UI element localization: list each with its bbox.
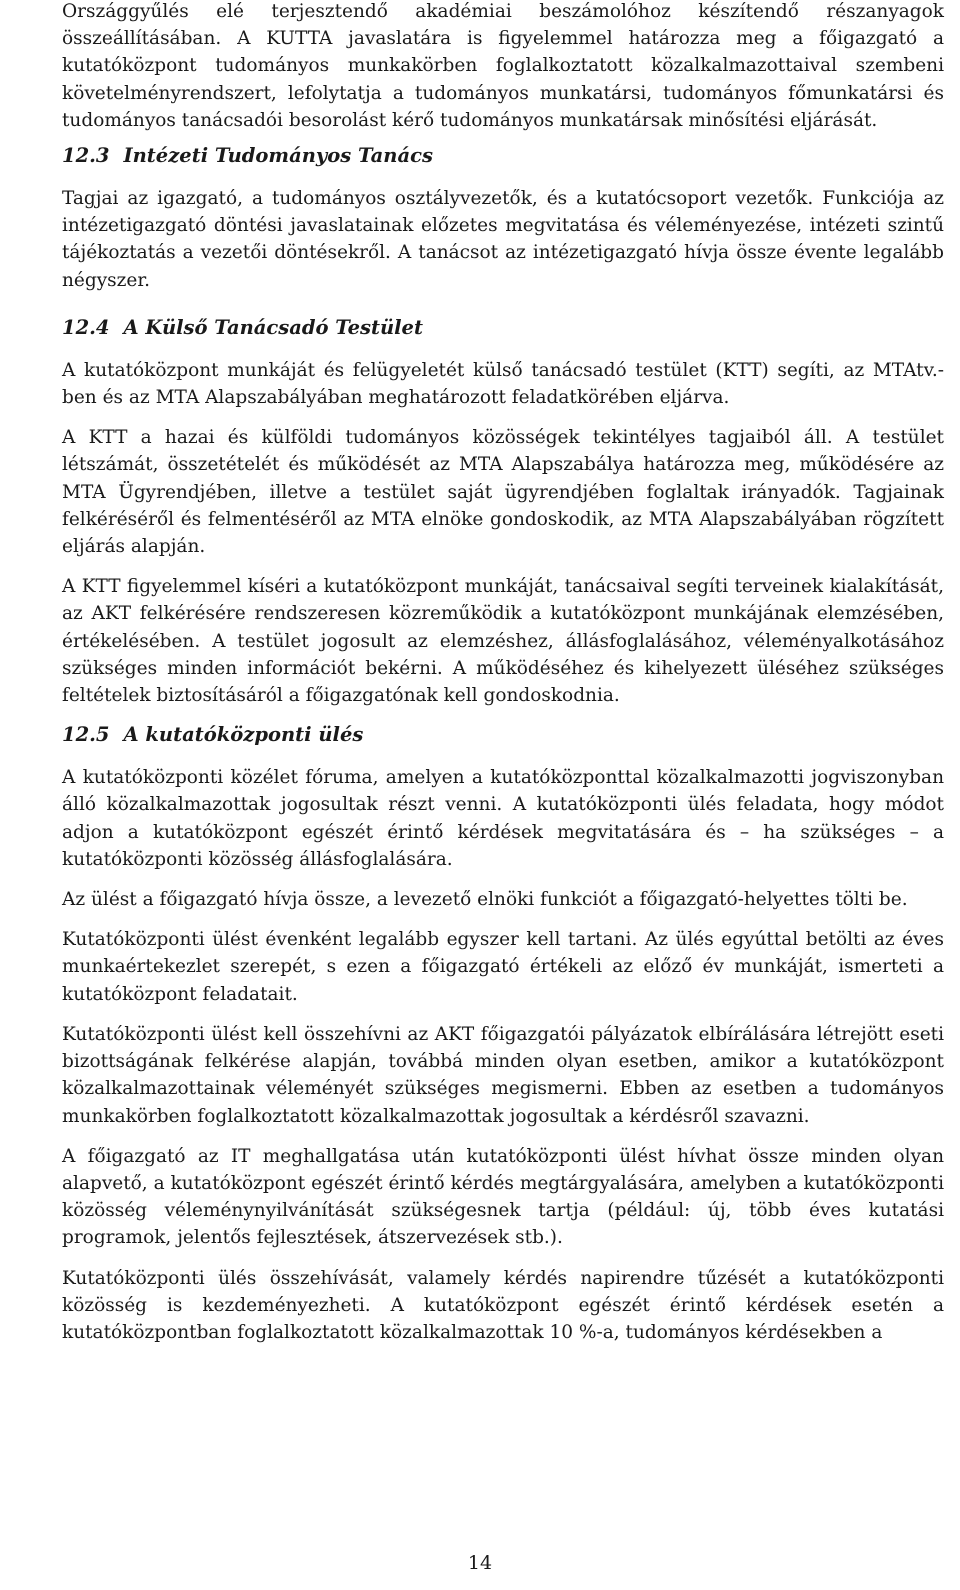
document-page (62, 0, 944, 1346)
section-heading-12-3 (62, 142, 944, 170)
section-paragraph: Tagjai az igazgató, a tudományos osztályvezetők, és a kutatócsoport vezetők. Funkciója az intézetigazgató döntési javaslatainak előzetes megvitatása és véleményezése, intézeti szintű tájékoztatás a vezetői döntésekről. A tanácsot az intézetigazgató hívja össze évente legalább négyszer. (62, 188, 944, 291)
section-number: 12.5 (62, 723, 110, 747)
section-paragraph: A kutatóközpont munkáját és felügyeletét külső tanácsadó testület (KTT) segíti, az MTAtv.-ben és az MTA Alapszabályában meghatározott feladatkörében eljárva. (62, 359, 944, 409)
section-number: 12.4 (62, 315, 110, 339)
section-paragraph: A KTT a hazai és külföldi tudományos közösségek tekintélyes tagjaiból áll. A testület létszámát, összetételét és működését az MTA Alapszabálya határozza meg, működésére az MTA Ügyrendjében, illetve a testület saját ügyrendjében foglaltak irányadók. Tagjainak felkéréséről és felmentéséről az MTA elnöke gondoskodik, az MTA Alapszabályában rögzített eljárás alapján. (62, 427, 944, 558)
section-paragraph: A kutatóközponti közélet fóruma, amelyen a kutatóközponttal közalkalmazotti jogviszonyban álló közalkalmazottak jogosultak részt venni. A kutatóközponti ülés feladata, hogy módot adjon a kutatóközpont egészét érintő kérdések megvitatására és – ha szükséges – a kutatóközponti közösség állásfoglalására. (62, 767, 944, 870)
section-paragraph: Kutatóközponti ülést kell összehívni az AKT főigazgatói pályázatok elbírálására létrejött eseti bizottságának felkérése alapján, továbbá minden olyan esetben, amikor a kutatóközpont közalkalmazottainak véleményét szükséges megismerni. Ebben az esetben a tudományos munkakörben foglalkoztatott közalkalmazottak jogosultak a kérdésről szavazni. (62, 1023, 944, 1127)
section-heading-12-5 (62, 721, 944, 749)
section-number: 12.3 (62, 144, 110, 168)
section-paragraph: A KTT figyelemmel kíséri a kutatóközpont munkáját, tanácsaival segíti terveinek kialakítását, az AKT felkérésére rendszeresen közreműködik a kutatóközpont munkájának elemzésében, értékelésében. A testület jogosult az elemzéshez, állásfoglalásához, véleményalkotásához szükséges minden információt bekérni. A működéséhez és kihelyezett üléséhez szükséges feltételek biztosításáról a főigazgatónak kell gondoskodnia. (62, 576, 944, 707)
section-paragraph: Kutatóközponti ülést évenként legalább egyszer kell tartani. Az ülés egyúttal betölti az éves munkaértekezlet szerepét, s ezen a főigazgató értékeli az előző év munkáját, ismerteti a kutatóközpont feladatait. (62, 929, 944, 1005)
section-title: Intézeti Tudományos Tanács (123, 144, 433, 168)
section-heading-12-4 (62, 314, 944, 342)
page-number: 14 (467, 1552, 493, 1574)
section-paragraph: Az ülést a főigazgató hívja össze, a levezető elnöki funkciót a főigazgató-helyettes tölti be. (62, 889, 908, 911)
section-title: A Külső Tanácsadó Testület (123, 315, 423, 339)
intro-paragraph: Országgyűlés elé terjesztendő akadémiai beszámolóhoz készítendő részanyagok összeállításában. A KUTTA javaslatára is figyelemmel határozza meg a főigazgató a kutatóközpont tudományos munkakörben foglalkoztatott közalkalmazottaival szembeni követelményrendszert, lefolytatja a tudományos munkatársi, tudományos főmunkatársi és tudományos tanácsadói besorolást kérő tudományos munkatársak minősítési eljárását. (62, 1, 944, 131)
section-paragraph: A főigazgató az IT meghallgatása után kutatóközponti ülést hívhat össze minden olyan alapvető, a kutatóközpont egészét érintő kérdés megtárgyalására, amelyben a kutatóközponti közösség véleménynyilvánítását szükségesnek tartja (például: új, több éves kutatási programok, jelentős fejlesztések, átszervezések stb.). (62, 1145, 944, 1249)
section-paragraph: Kutatóközponti ülés összehívását, valamely kérdés napirendre tűzését a kutatóközponti közösség is kezdeményezheti. A kutatóközpont egészét érintő kérdések esetén a kutatóközpontban foglalkoztatott közalkalmazottak 10 %-a, tudományos kérdésekben a (62, 1267, 944, 1343)
section-title: A kutatóközponti ülés (123, 723, 364, 747)
